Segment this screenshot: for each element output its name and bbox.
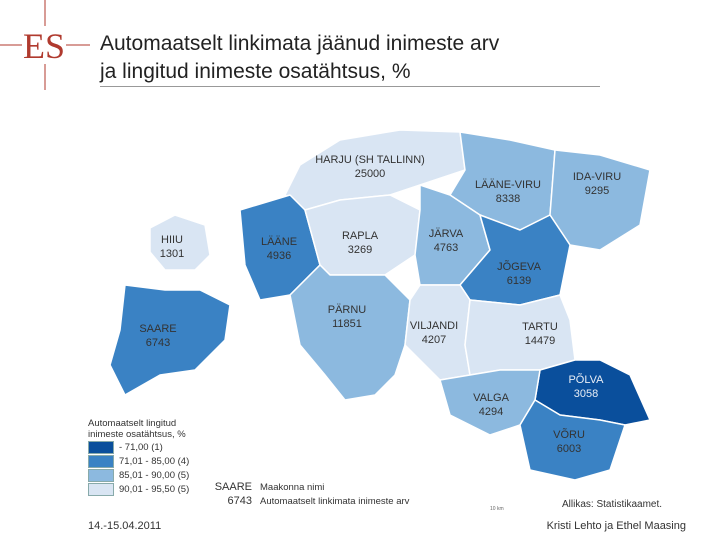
value-saare: 6743 xyxy=(145,337,171,349)
legend-title-line-2: inimeste osatähtsus, % xyxy=(88,429,186,440)
title-line-1: Automaatselt linkimata jäänud inimeste arv xyxy=(100,32,500,55)
value-laane: 4936 xyxy=(266,250,292,262)
value-tartu: 14479 xyxy=(524,335,556,347)
value-polva: 3058 xyxy=(573,388,599,400)
value-jogeva: 6139 xyxy=(506,275,532,287)
legend-swatch xyxy=(88,455,114,468)
value-harju: 25000 xyxy=(354,168,386,180)
logo-text: ES xyxy=(22,26,66,66)
label-saare: SAARE xyxy=(139,323,177,335)
label-ida-viru: IDA-VIRU xyxy=(572,171,622,183)
label-tartu: TARTU xyxy=(522,321,558,333)
legend-class-label: - 71,00 (1) xyxy=(119,441,163,453)
county-viljandi xyxy=(405,285,470,380)
label-rapla: RAPLA xyxy=(341,230,379,242)
county-ida-viru xyxy=(550,150,650,250)
county-tartu xyxy=(465,295,575,375)
legend-key-value xyxy=(210,494,440,508)
label-polva: PÕLVA xyxy=(568,374,604,386)
legend-class-2 xyxy=(88,454,448,468)
es-logo xyxy=(0,0,90,90)
legend-swatch xyxy=(88,483,114,496)
footer-authors: Kristi Lehto ja Ethel Maasing xyxy=(546,520,686,532)
legend-swatch xyxy=(88,469,114,482)
label-jogeva: JÕGEVA xyxy=(497,261,541,273)
value-jarva: 4763 xyxy=(433,242,459,254)
label-jarva: JÄRVA xyxy=(428,228,464,240)
legend-key-name-symbol: SAARE xyxy=(214,481,252,493)
legend-key-value-symbol: 6743 xyxy=(227,495,252,507)
page-title xyxy=(100,30,700,87)
label-parnu: PÄRNU xyxy=(327,304,367,316)
footer-date: 14.-15.04.2011 xyxy=(88,520,162,532)
value-valga: 4294 xyxy=(478,406,504,418)
scale-bar-label: 10 km xyxy=(490,506,504,512)
title-line-2: ja lingitud inimeste osatähtsus, % xyxy=(100,58,600,87)
legend-class-label: 90,01 - 95,50 (5) xyxy=(119,483,190,495)
label-valga: VALGA xyxy=(473,392,509,404)
legend-class-label: 71,01 - 85,00 (4) xyxy=(119,455,190,467)
value-viljandi: 4207 xyxy=(421,334,447,346)
label-harju: HARJU (SH TALLINN) xyxy=(315,154,425,166)
label-voru: VÕRU xyxy=(553,429,585,441)
legend-class-label: 85,01 - 90,00 (5) xyxy=(119,469,190,481)
value-rapla: 3269 xyxy=(347,244,373,256)
label-laane-viru: LÄÄNE-VIRU xyxy=(474,179,542,191)
legend-key-value-label: Automaatselt linkimata inimeste arv xyxy=(260,495,410,507)
value-hiiu: 1301 xyxy=(159,248,185,260)
legend-key xyxy=(210,480,440,508)
label-hiiu: HIIU xyxy=(161,234,183,246)
value-laane-viru: 8338 xyxy=(495,193,521,205)
county-parnu xyxy=(290,265,410,400)
value-parnu: 11851 xyxy=(332,318,362,330)
value-voru: 6003 xyxy=(556,443,582,455)
source-note: Allikas: Statistikaamet. xyxy=(562,499,663,510)
value-ida-viru: 9295 xyxy=(584,185,610,197)
legend-title-line-1: Automaatselt lingitud xyxy=(88,418,177,429)
legend-class-1 xyxy=(88,440,448,454)
legend-key-name xyxy=(210,480,440,494)
legend-swatch xyxy=(88,441,114,454)
label-laane: LÄÄNE xyxy=(260,236,298,248)
legend-key-name-label: Maakonna nimi xyxy=(260,481,325,493)
map-legend xyxy=(88,418,448,507)
label-viljandi: VILJANDI xyxy=(409,320,459,332)
